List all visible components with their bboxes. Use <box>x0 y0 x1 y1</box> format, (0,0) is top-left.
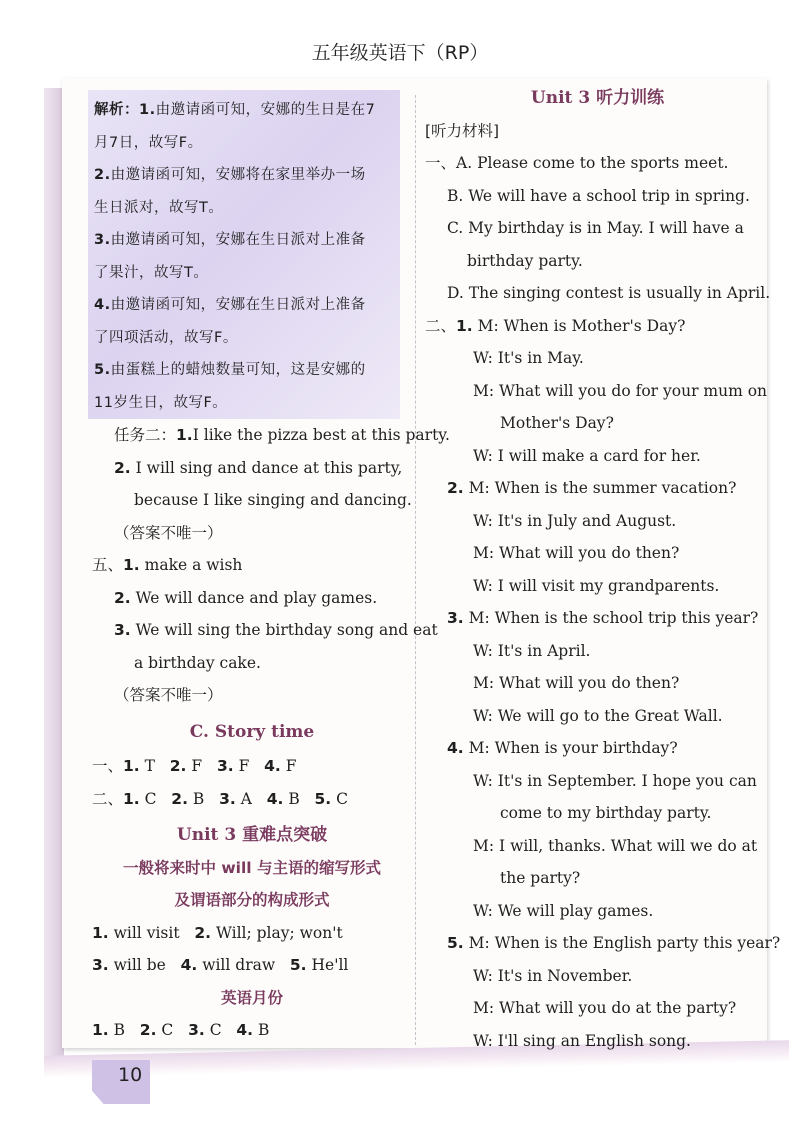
sec5-answer-3: 3. We will sing the birthday song and eat <box>114 621 438 639</box>
s2-q3: 3. M: When is the school trip this year? <box>447 609 759 627</box>
listening-title: Unit 3 听力训练 <box>530 88 665 108</box>
s1-item-d: D. The singing contest is usually in April. <box>447 284 771 302</box>
page-number: 10 <box>118 1064 143 1086</box>
s1-item-c: C. My birthday is in May. I will have a <box>447 219 744 237</box>
s1-item-a: 一、A. Please come to the sports meet. <box>425 154 729 172</box>
months-row: 1. B 2. C 3. C 4. B <box>92 1021 270 1039</box>
analysis-item-3: 3.由邀请函可知，安娜在生日派对上准备 <box>94 232 366 248</box>
analysis-item-1: 解析：1.由邀请函可知，安娜的生日是在7 <box>94 102 376 118</box>
task2-answer-2: 2. I will sing and dance at this party, <box>114 458 403 477</box>
sec5-answer-1: 五、1. make a wish <box>92 556 243 574</box>
analysis-item-4: 4.由邀请函可知，安娜在生日派对上准备 <box>94 297 366 313</box>
grammar-title-line-2: 及谓语部分的构成形式 <box>174 891 330 909</box>
sec5-answer-2: 2. We will dance and play games. <box>114 588 378 607</box>
s2-q5: 5. M: When is the English party this year? <box>447 934 781 952</box>
page-edge <box>44 88 64 1068</box>
story-time-title: C. Story time <box>189 721 315 742</box>
grammar-title-line-1: 一般将来时中 will 与主语的缩写形式 <box>122 858 382 877</box>
listening-material-label: [听力材料] <box>425 121 500 140</box>
task2-answer-1: 任务二：1.I like the pizza best at this party. <box>114 426 450 444</box>
analysis-item-5: 5.由蛋糕上的蜡烛数量可知，这是安娜的 <box>94 362 366 378</box>
s1-item-b: B. We will have a school trip in spring. <box>447 186 750 205</box>
story-row-2: 二、1. C 2. B 3. A 4. B 5. C <box>92 789 348 808</box>
s2-q2: 2. M: When is the summer vacation? <box>447 479 737 497</box>
s2-q4: 4. M: When is your birthday? <box>447 739 678 757</box>
book-header: 五年级英语下（RP） <box>311 42 489 64</box>
right-column: Unit 3 听力训练 [听力材料] 一、A. Please come to the sports meet. B. We will have a school trip in spring. C. My birthday is in May. I will have a birthday party. D. The singing contest is usually in April. 二、1. M: When is Mother's Day? W: It's in May. M: What will you do for your mum on Mother's Day? W: I will make a card for her. 2. M: When is the summer vacation? W: It's in July and August. M: What will you do then? W: I will visit my grandparents. 3. M: When is the school trip this year? W: It's in April. M: What will you do then? W: We will go to the Great Wall. 4. M: When is your birthday? W: It's in September. I hope you can come to my birthday party. M: I will, thanks. What will we do at the party? W: We will play games. 5. M: When is the English party this year? W: It's in November. M: What will you do at the party? W: I'll sing an English song. <box>425 82 770 1057</box>
unit-key-points-title: Unit 3 重难点突破 <box>176 825 328 845</box>
column-divider <box>415 95 416 1045</box>
months-title: 英语月份 <box>220 988 283 1007</box>
answer-note: （答案不唯一） <box>114 523 223 542</box>
analysis-label: 解析： <box>94 102 139 118</box>
analysis-box: 解析：1.由邀请函可知，安娜的生日是在7 月7日，故写F。 2.由邀请函可知，安娜将在家里举办一场 生日派对，故写T。 3.由邀请函可知，安娜在生日派对上准备 了果汁，故写T。 4.由邀请函可知，安娜在生日派对上准备 了四项活动，故写F。 5.由蛋糕上的蜡烛数量可知，这是安娜的 11岁生日，故写F。 <box>88 90 400 419</box>
answer-note: （答案不唯一） <box>114 686 223 704</box>
analysis-item-2: 2.由邀请函可知，安娜将在家里举办一场 <box>94 167 366 183</box>
left-column: 解析：1.由邀请函可知，安娜的生日是在7 月7日，故写F。 2.由邀请函可知，安娜将在家里举办一场 生日派对，故写T。 3.由邀请函可知，安娜在生日派对上准备 了果汁，故写T。 4.由邀请函可知，安娜在生日派对上准备 了四项活动，故写F。 5.由蛋糕上的蜡烛数量可知，这是安娜的 11岁生日，故写F。 任务二：1.I like the pizza best at this party. 2. I will sing and dance at this party, because I like singing and dancing. （答案不唯一） 五、1. make a wish 2. We will dance and play games. 3. We will sing the birthday song and eat a birthday cake. （答案不唯一） C. Story time 一、1. T 2. F 3. F 4. F 二、1. C 2. B 3. A 4. B 5. C Unit 3 重难点突破 一般将来时中 will 与主语的缩写形式 及谓语部分的构成形式 1. will visit 2. Will; play; won't 3. will be 4. will draw 5. He'll 英语月份 1. B 2. C 3. C 4. B <box>92 90 412 1047</box>
grammar-row-1: 1. will visit 2. Will; play; won't <box>92 923 343 942</box>
grammar-row-2: 3. will be 4. will draw 5. He'll <box>92 956 349 974</box>
story-row-1: 一、1. T 2. F 3. F 4. F <box>92 757 297 775</box>
s2-q1: 二、1. M: When is Mother's Day? <box>425 316 686 335</box>
